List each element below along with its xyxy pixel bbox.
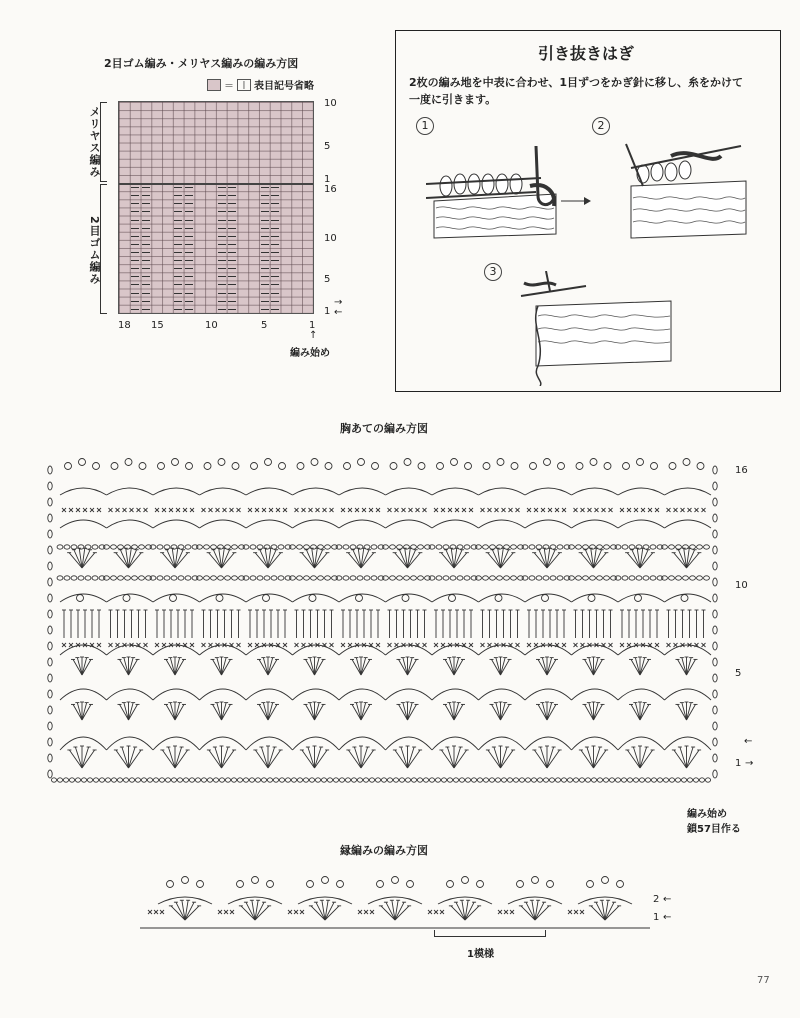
purl-mark xyxy=(271,211,279,212)
box-title: 引き抜きはぎ xyxy=(538,44,635,63)
purl-mark xyxy=(142,203,150,204)
step-1-number: 1 xyxy=(416,117,434,135)
purl-mark xyxy=(142,301,150,302)
start-label: 編み始め xyxy=(290,348,330,359)
legend xyxy=(207,77,314,92)
rib-label: 2目ゴム編み xyxy=(88,216,101,285)
edging-crochet-chart xyxy=(140,870,650,940)
purl-mark xyxy=(185,293,193,294)
purl-mark xyxy=(261,252,269,253)
bib-chain-label: 鎖57目作る xyxy=(687,824,741,835)
purl-mark xyxy=(185,220,193,221)
purl-mark xyxy=(261,195,269,196)
purl-mark xyxy=(131,203,139,204)
purl-mark xyxy=(131,244,139,245)
purl-mark xyxy=(185,195,193,196)
purl-mark xyxy=(218,276,226,277)
purl-mark xyxy=(185,301,193,302)
rib-bracket xyxy=(100,184,107,314)
purl-mark xyxy=(271,268,279,269)
purl-mark xyxy=(131,260,139,261)
purl-mark xyxy=(228,268,236,269)
legend-swatch xyxy=(207,79,221,91)
purl-mark xyxy=(218,293,226,294)
purl-mark xyxy=(142,211,150,212)
row-num-10: 10 xyxy=(324,233,337,244)
purl-mark xyxy=(131,228,139,229)
repeat-label: 1模様 xyxy=(467,949,494,960)
purl-mark xyxy=(228,276,236,277)
legend-equals: ＝ xyxy=(224,81,234,92)
purl-mark xyxy=(228,252,236,253)
slip-stitch-join-box xyxy=(395,30,781,392)
purl-mark xyxy=(142,276,150,277)
edging-row-2: 2 xyxy=(653,894,660,905)
purl-mark xyxy=(228,236,236,237)
purl-mark xyxy=(261,203,269,204)
purl-mark xyxy=(185,268,193,269)
step-3-number: 3 xyxy=(484,263,502,281)
col-num-15: 15 xyxy=(151,320,164,331)
stockinette-label: メリヤス編み xyxy=(88,106,101,178)
purl-mark xyxy=(142,236,150,237)
purl-mark xyxy=(218,309,226,310)
step-3-illustration xyxy=(516,271,686,386)
purl-mark xyxy=(228,260,236,261)
purl-mark xyxy=(271,309,279,310)
purl-mark xyxy=(185,236,193,237)
purl-mark xyxy=(271,260,279,261)
bib-row-10: 10 xyxy=(735,580,748,591)
purl-mark xyxy=(261,301,269,302)
purl-mark xyxy=(174,268,182,269)
row-arrow-right: → xyxy=(334,297,343,308)
purl-mark xyxy=(271,244,279,245)
purl-mark xyxy=(218,260,226,261)
purl-mark xyxy=(218,228,226,229)
col-num-10: 10 xyxy=(205,320,218,331)
edging-chart-title: 縁編みの編み方図 xyxy=(340,844,428,857)
legend-text: 表目記号省略 xyxy=(254,81,314,92)
purl-mark xyxy=(228,228,236,229)
bib-arrow-left: ← xyxy=(744,736,753,747)
bib-chart-title: 胸あての編み方図 xyxy=(340,422,428,435)
purl-mark xyxy=(218,268,226,269)
repeat-bracket xyxy=(434,930,546,937)
purl-mark xyxy=(142,309,150,310)
row-num-5: 5 xyxy=(324,274,331,285)
purl-mark xyxy=(142,220,150,221)
purl-mark xyxy=(185,309,193,310)
purl-mark xyxy=(174,284,182,285)
purl-mark xyxy=(218,236,226,237)
col-num-1: 1 xyxy=(309,320,316,331)
purl-mark xyxy=(185,211,193,212)
purl-mark xyxy=(218,244,226,245)
purl-mark xyxy=(174,276,182,277)
purl-mark xyxy=(142,244,150,245)
purl-mark xyxy=(261,309,269,310)
purl-mark xyxy=(228,293,236,294)
purl-mark xyxy=(131,236,139,237)
step-2-number: 2 xyxy=(592,117,610,135)
purl-mark xyxy=(271,195,279,196)
bib-row-16: 16 xyxy=(735,465,748,476)
page-number: 77 xyxy=(757,975,770,986)
purl-mark xyxy=(271,187,279,188)
purl-mark xyxy=(142,228,150,229)
purl-mark xyxy=(131,309,139,310)
purl-mark xyxy=(142,252,150,253)
edging-row-1: 1 xyxy=(653,912,660,923)
purl-mark xyxy=(131,301,139,302)
bib-arrow-right: → xyxy=(745,758,754,769)
purl-mark xyxy=(131,220,139,221)
purl-mark xyxy=(185,187,193,188)
bib-start-label: 編み始め xyxy=(687,809,727,820)
purl-mark xyxy=(218,187,226,188)
purl-mark xyxy=(261,236,269,237)
purl-mark xyxy=(185,203,193,204)
purl-mark xyxy=(271,203,279,204)
row-arrow-left: ← xyxy=(334,307,343,318)
bib-crochet-chart xyxy=(40,450,730,795)
purl-mark xyxy=(174,211,182,212)
purl-mark xyxy=(185,260,193,261)
purl-mark xyxy=(142,284,150,285)
row-num-top-10: 10 xyxy=(324,98,337,109)
purl-mark xyxy=(131,284,139,285)
col-num-18: 18 xyxy=(118,320,131,331)
row-num-1: 1 xyxy=(324,306,331,317)
purl-mark xyxy=(174,228,182,229)
purl-mark xyxy=(174,244,182,245)
purl-mark xyxy=(185,252,193,253)
purl-mark xyxy=(271,301,279,302)
purl-mark xyxy=(271,252,279,253)
purl-mark xyxy=(218,301,226,302)
purl-mark xyxy=(271,228,279,229)
purl-mark xyxy=(131,195,139,196)
purl-mark xyxy=(261,268,269,269)
purl-mark xyxy=(218,203,226,204)
purl-mark xyxy=(131,252,139,253)
purl-mark xyxy=(261,211,269,212)
purl-mark xyxy=(142,293,150,294)
step-2-illustration xyxy=(621,126,771,241)
rib-chart-title: 2目ゴム編み・メリヤス編みの編み方図 xyxy=(104,57,299,70)
bib-row-1: 1 xyxy=(735,758,742,769)
purl-mark xyxy=(174,293,182,294)
purl-mark xyxy=(261,284,269,285)
purl-mark xyxy=(261,260,269,261)
purl-mark xyxy=(185,228,193,229)
purl-mark xyxy=(185,244,193,245)
purl-mark xyxy=(228,211,236,212)
purl-mark xyxy=(131,268,139,269)
purl-mark xyxy=(271,236,279,237)
purl-mark xyxy=(174,252,182,253)
purl-mark xyxy=(185,276,193,277)
purl-mark xyxy=(185,284,193,285)
purl-mark xyxy=(261,276,269,277)
purl-mark xyxy=(261,244,269,245)
box-desc-2: 一度に引きます。 xyxy=(409,93,497,106)
purl-mark xyxy=(174,236,182,237)
box-desc-1: 2枚の編み地を中表に合わせ、1目ずつをかぎ針に移し、糸をかけて xyxy=(409,76,743,89)
col-num-5: 5 xyxy=(261,320,268,331)
start-arrow-up: ↑ xyxy=(309,330,318,341)
purl-mark xyxy=(228,220,236,221)
purl-mark xyxy=(218,284,226,285)
purl-mark xyxy=(142,195,150,196)
purl-mark xyxy=(261,220,269,221)
purl-mark xyxy=(142,187,150,188)
purl-mark xyxy=(131,187,139,188)
purl-mark xyxy=(271,220,279,221)
purl-mark xyxy=(261,228,269,229)
purl-mark xyxy=(261,187,269,188)
grid-divider xyxy=(119,183,313,185)
purl-mark xyxy=(228,301,236,302)
purl-mark xyxy=(218,220,226,221)
purl-mark xyxy=(174,187,182,188)
purl-mark xyxy=(174,203,182,204)
edging-row-2-arrow: ← xyxy=(663,894,672,905)
edging-row-1-arrow: ← xyxy=(663,912,672,923)
purl-mark xyxy=(271,284,279,285)
purl-mark xyxy=(228,284,236,285)
purl-mark xyxy=(131,276,139,277)
purl-mark xyxy=(218,195,226,196)
purl-mark xyxy=(228,309,236,310)
purl-mark xyxy=(142,260,150,261)
purl-mark xyxy=(228,203,236,204)
purl-mark xyxy=(174,195,182,196)
purl-mark xyxy=(228,244,236,245)
purl-mark xyxy=(271,276,279,277)
step-1-illustration xyxy=(426,126,596,241)
legend-symbol: | xyxy=(237,79,251,91)
purl-mark xyxy=(142,268,150,269)
purl-mark xyxy=(174,260,182,261)
purl-mark xyxy=(131,293,139,294)
rib-stockinette-grid xyxy=(118,101,314,314)
row-num-16: 16 xyxy=(324,184,337,195)
purl-mark xyxy=(261,293,269,294)
purl-mark xyxy=(228,195,236,196)
row-num-top-5: 5 xyxy=(324,141,331,152)
row-num-top-1: 1 xyxy=(324,174,331,185)
bib-row-5: 5 xyxy=(735,668,742,679)
purl-mark xyxy=(131,211,139,212)
purl-mark xyxy=(271,293,279,294)
purl-mark xyxy=(218,211,226,212)
stockinette-bracket xyxy=(100,102,107,182)
purl-mark xyxy=(218,252,226,253)
purl-mark xyxy=(174,220,182,221)
purl-mark xyxy=(174,309,182,310)
purl-mark xyxy=(228,187,236,188)
purl-mark xyxy=(174,301,182,302)
